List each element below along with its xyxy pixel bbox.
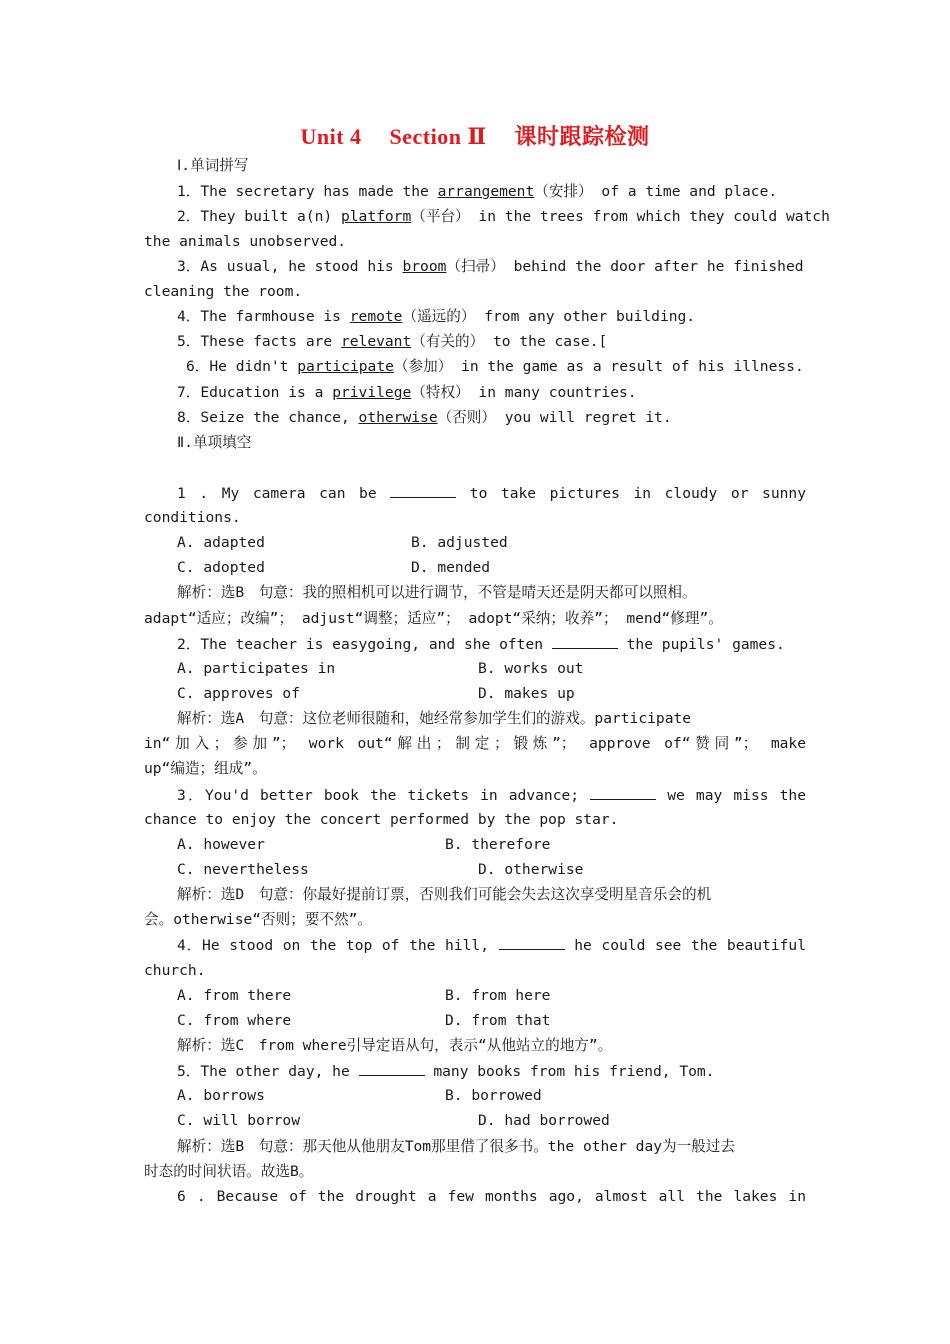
title-label: 课时跟踪检测 <box>514 124 650 149</box>
q3-option-b: B. therefore <box>445 836 551 853</box>
question-5: 5．The other day, he many books from his friend, Tom. <box>177 1063 715 1080</box>
part1-item-3-cont: cleaning the room. <box>144 283 303 300</box>
answer-blank <box>590 785 656 800</box>
q5-option-a: A. borrows <box>177 1087 265 1104</box>
q3-option-d: D. otherwise <box>478 861 584 878</box>
part1-item-4: 4．The farmhouse is remote（遥远的） from any other building. <box>177 308 696 325</box>
part1-item-3: 3．As usual, he stood his broom（扫帚） behind the door after he finished <box>177 258 804 275</box>
answer-blank <box>390 483 456 498</box>
q2-option-b: B. works out <box>478 660 584 677</box>
q1-option-d: D. mended <box>411 559 491 576</box>
part1-item-2: 2．They built a(n) platform（平台） in the trees from which they could watch <box>177 208 830 225</box>
q4-explanation: 解析：选C from where引导定语从句，表示“从他站立的地方”。 <box>177 1037 613 1054</box>
answer-blank <box>499 935 565 950</box>
q2-explanation-cont: in“加入；参加”； work out“解出；制定；锻炼”； approve of“赞同”； make <box>144 735 806 752</box>
q5-explanation-cont: 时态的时间状语。故选B。 <box>144 1163 314 1180</box>
part1-item-6: 6．He didn't participate（参加） in the game as a result of his illness. <box>186 358 804 375</box>
q3-option-c: C. nevertheless <box>177 861 309 878</box>
q4-option-b: B. from here <box>445 987 551 1004</box>
question-6: 6 . Because of the drought a few months ago, almost all the lakes in <box>177 1188 806 1205</box>
question-4-cont: church. <box>144 962 206 979</box>
part1-item-5: 5．These facts are relevant（有关的） to the case.[ <box>177 333 608 350</box>
q5-option-c: C. will borrow <box>177 1112 301 1129</box>
q1-option-c: C. adopted <box>177 559 265 576</box>
part1-heading: Ⅰ.单词拼写 <box>177 157 249 174</box>
q3-explanation-cont: 会。otherwise“否则；要不然”。 <box>144 911 372 928</box>
q2-option-a: A. participates in <box>177 660 336 677</box>
question-1-cont: conditions. <box>144 509 241 526</box>
q2-explanation: 解析：选A 句意：这位老师很随和，她经常参加学生们的游戏。participate <box>177 710 692 727</box>
question-3-cont: chance to enjoy the concert performed by the pop star. <box>144 811 619 828</box>
question-1: 1 . My camera can be to take pictures in cloudy or sunny <box>177 485 806 502</box>
q3-option-a: A. however <box>177 836 265 853</box>
part1-item-1: 1．The secretary has made the arrangement（安排） of a time and place. <box>177 183 778 200</box>
q2-option-d: D. makes up <box>478 685 575 702</box>
question-2: 2．The teacher is easygoing, and she often the pupils' games. <box>177 636 785 653</box>
q1-option-b: B. adjusted <box>411 534 508 551</box>
q5-option-d: D. had borrowed <box>478 1112 610 1129</box>
q1-explanation-cont: adapt“适应；改编”； adjust“调整；适应”； adopt“采纳；收养”； mend“修理”。 <box>144 610 723 627</box>
q4-option-a: A. from there <box>177 987 292 1004</box>
q1-option-a: A. adapted <box>177 534 265 551</box>
part1-item-7: 7．Education is a privilege（特权） in many countries. <box>177 384 637 401</box>
q4-option-d: D. from that <box>445 1012 551 1029</box>
part1-item-8: 8．Seize the chance, otherwise（否则） you will regret it. <box>177 409 672 426</box>
part1-item-2-cont: the animals unobserved. <box>144 233 347 250</box>
question-3: 3．You'd better book the tickets in advance; we may miss the <box>177 787 806 804</box>
q5-explanation: 解析：选B 句意：那天他从他朋友Tom那里借了很多书。the other day为一般过去 <box>177 1138 735 1155</box>
title-section: Section Ⅱ <box>389 124 487 149</box>
question-4: 4．He stood on the top of the hill, he could see the beautiful <box>177 937 806 954</box>
part2-heading: Ⅱ.单项填空 <box>177 434 252 451</box>
page-title <box>0 120 950 151</box>
q1-explanation: 解析：选B 句意：我的照相机可以进行调节，不管是晴天还是阴天都可以照相。 <box>177 584 697 601</box>
q2-option-c: C. approves of <box>177 685 301 702</box>
q4-option-c: C. from where <box>177 1012 292 1029</box>
answer-blank <box>552 634 618 649</box>
q5-option-b: B. borrowed <box>445 1087 542 1104</box>
q3-explanation: 解析：选D 句意：你最好提前订票，否则我们可能会失去这次享受明星音乐会的机 <box>177 886 712 903</box>
answer-blank <box>359 1061 425 1076</box>
title-unit: Unit 4 <box>300 124 362 149</box>
q2-explanation-cont2: up“编造；组成”。 <box>144 760 267 777</box>
